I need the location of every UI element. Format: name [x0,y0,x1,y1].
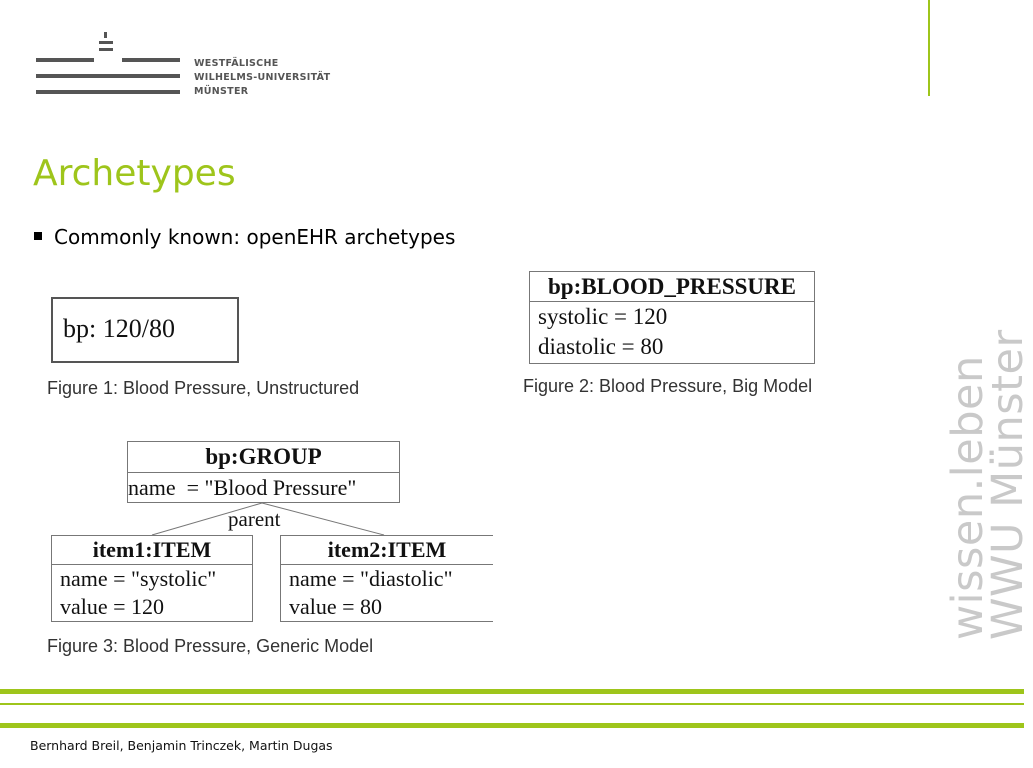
figure3-item1-header: item1:ITEM [52,536,252,565]
figure3-group-header: bp:GROUP [128,442,399,473]
figure3-group-row: name = "Blood Pressure" [128,475,357,500]
figure2-row-systolic: systolic = 120 [538,304,668,329]
figure3-item2-header: item2:ITEM [281,536,493,565]
figure3-item2-box [280,535,493,622]
figure3-item1-value: value = 120 [60,594,165,619]
figure1-text: bp: 120/80 [63,314,175,343]
figure2-row-diastolic: diastolic = 80 [538,334,664,359]
figure3-item2-value: value = 80 [289,594,383,619]
footer-stripe-1 [0,689,1024,694]
figure3-link-label: parent [228,507,281,531]
figure3-caption: Figure 3: Blood Pressure, Generic Model [47,636,374,656]
figure3-group-box [127,441,400,503]
figure1-caption: Figure 1: Blood Pressure, Unstructured [47,378,360,398]
bullet-text: Commonly known: openEHR archetypes [54,225,456,249]
side-branding [943,329,1033,640]
footer-stripe-2 [0,703,1024,705]
figure3-item2-name: name = "diastolic" [289,566,453,591]
side-text-wwu: WWU Münster [983,329,1033,640]
logo-line-3: MÜNSTER [194,86,249,97]
figure3-item1-box [51,535,253,622]
side-text-wissen-leben: wissen.leben [943,355,993,640]
figure3-item1-name: name = "systolic" [60,566,217,591]
logo-line-2: WILHELMS-UNIVERSITÄT [194,72,331,83]
logo-line-1: WESTFÄLISCHE [194,58,279,69]
footer-authors: Bernhard Breil, Benjamin Trinczek, Martin Dugas [30,738,333,753]
footer-stripe-3 [0,723,1024,728]
slide-title: Archetypes [33,153,236,194]
figure2-caption: Figure 2: Blood Pressure, Big Model [523,376,813,396]
figure2-header: bp:BLOOD_PRESSURE [530,272,814,302]
